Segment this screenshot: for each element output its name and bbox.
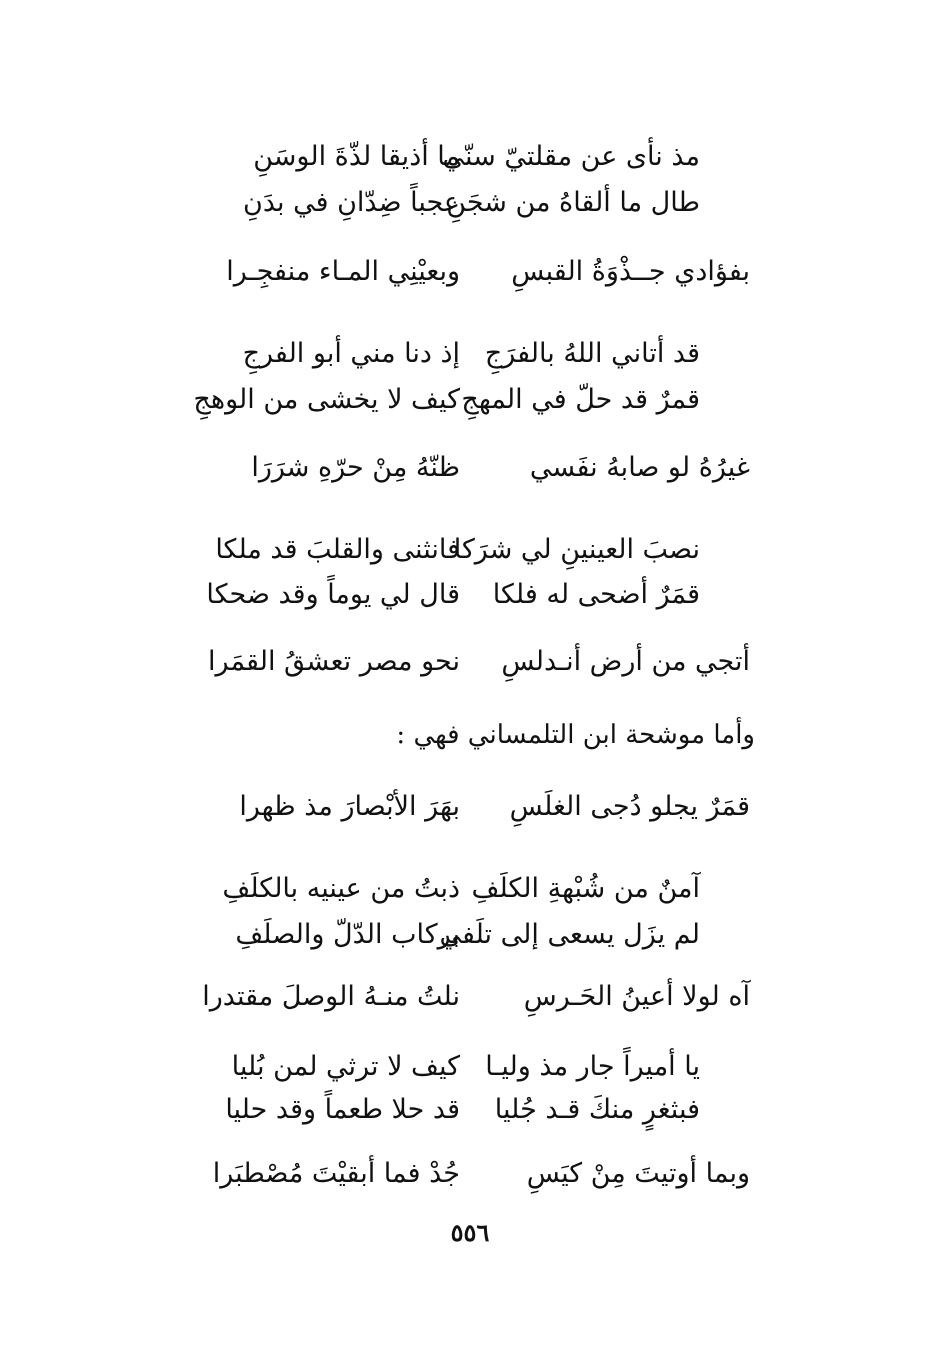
verse-left-2: عجباً ضِدّانِ في بدَنِ <box>242 187 460 218</box>
verse-right-3: قد أتاني اللهُ بالفرَجِ <box>484 338 700 369</box>
refrain-right-4: قمَرٌ يجلو دُجى الغلَسِ <box>509 791 750 822</box>
refrain-right-1: بفؤادي جــذْوَةُ القبسِ <box>511 256 750 287</box>
verse-right-5: نصبَ العينينِ لي شرَكا <box>453 534 700 565</box>
verse-left-4: كيف لا يخشى من الوهجِ <box>193 384 460 415</box>
verse-right-10: فبثغرٍ منكَ قـد جُليا <box>494 1094 700 1125</box>
refrain-left-2: ظنّهُ مِنْ حرّهِ شرَرَا <box>251 452 460 483</box>
verse-left-8: بركاب الدّلّ والصلَفِ <box>235 919 460 950</box>
refrain-right-6: وبما أوتيتَ مِنْ كيَسِ <box>526 1158 750 1189</box>
refrain-left-4: بهَرَ الأبْصارَ مذ ظهرا <box>239 791 460 822</box>
refrain-right-2: غيرُهُ لو صابهُ نفَسي <box>529 452 750 483</box>
refrain-left-6: جُدْ فما أبقيْتَ مُصْطبَرا <box>212 1158 460 1189</box>
verse-right-6: قمَرٌ أضحى له فلكا <box>492 579 700 610</box>
verse-left-9: كيف لا ترثي لمن بُليا <box>231 1051 460 1082</box>
verse-right-4: قمرٌ قد حلّ في المهجِ <box>461 384 700 415</box>
verse-right-7: آمنٌ من شُبْهةِ الكلَفِ <box>471 873 700 904</box>
refrain-right-5: آه لولا أعينُ الحَـرسِ <box>523 981 750 1012</box>
refrain-left-3: نحو مصر تعشقُ القمَرا <box>208 646 460 677</box>
section-intro: وأما موشحة ابن التلمساني فهي : <box>396 720 755 750</box>
verse-left-1: ما أذيقا لذّةَ الوسَنِ <box>253 141 460 172</box>
verse-right-2: طال ما ألقاهُ من شجَنِ <box>446 187 700 218</box>
verse-left-6: قال لي يوماً وقد ضحكا <box>206 579 460 610</box>
verse-right-1: مذ نأى عن مقلتيّ سنّي <box>442 141 700 172</box>
page-number: ٥٥٦ <box>450 1218 490 1247</box>
verse-right-9: يا أميراً جار مذ وليـا <box>485 1051 700 1082</box>
verse-left-10: قد حلا طعماً وقد حليا <box>225 1094 460 1125</box>
verse-left-3: إذ دنا مني أبو الفرجِ <box>242 338 460 369</box>
refrain-left-1: وبعيْنِي المـاء منفجِـرا <box>226 256 460 287</box>
refrain-right-3: أتجي من أرض أنـدلسِ <box>501 646 750 677</box>
verse-left-7: ذبتُ من عينيه بالكلَفِ <box>222 873 460 904</box>
refrain-left-5: نلتُ منـهُ الوصلَ مقتدرا <box>202 981 460 1012</box>
verse-left-5: فانثنى والقلبَ قد ملكا <box>215 534 460 565</box>
verse-right-8: لم يزَل يسعى إلى تلَفي <box>439 919 700 950</box>
